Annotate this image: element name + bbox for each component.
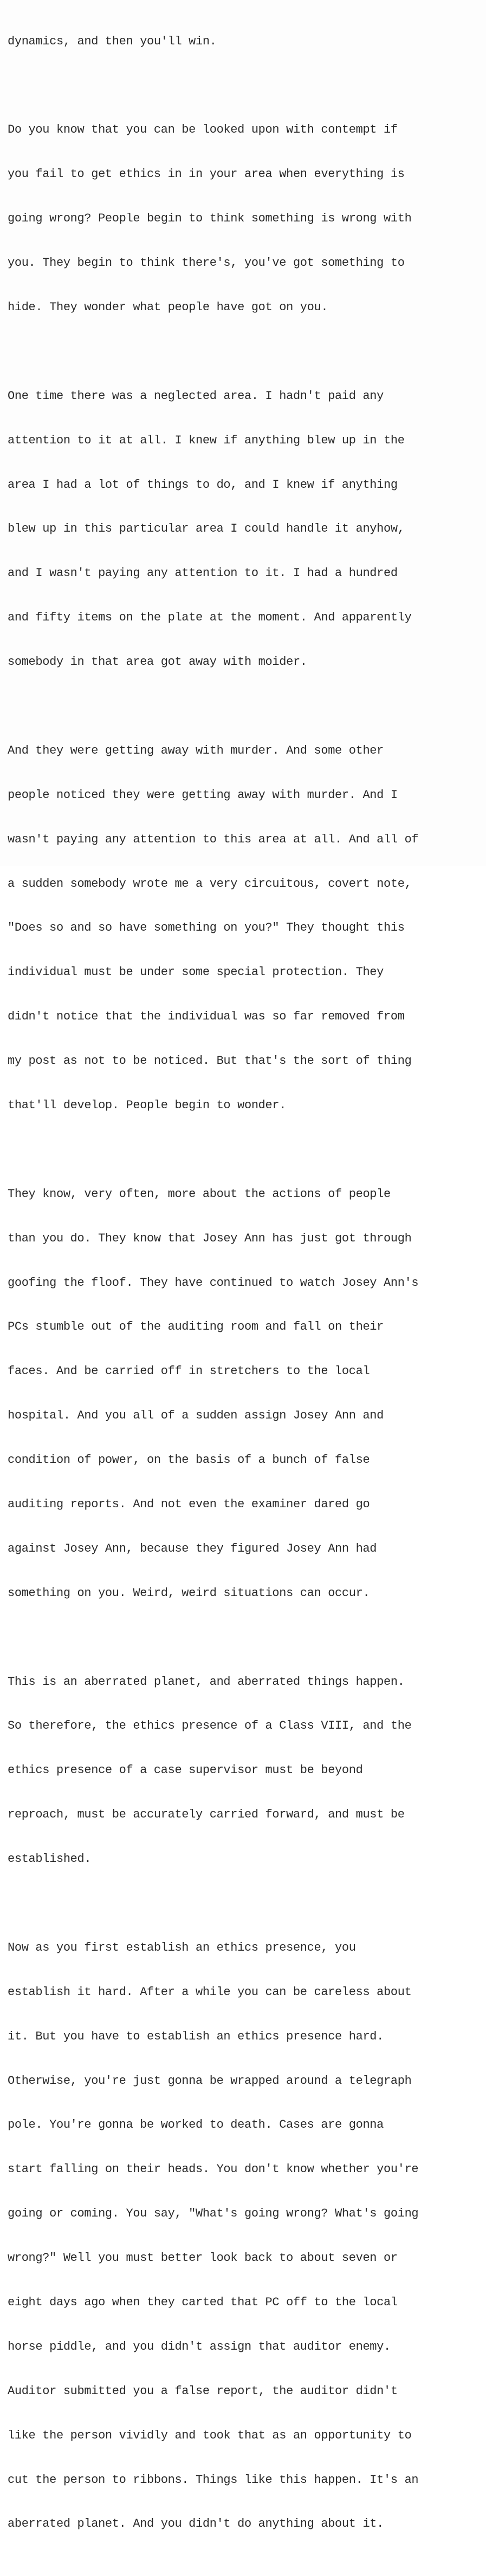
text-line: established. (8, 1852, 92, 1866)
text-line: people noticed they were getting away with murder. And I (8, 788, 398, 802)
paragraph-7 (8, 1911, 479, 2561)
text-line: condition of power, on the basis of a bunch of false (8, 1453, 370, 1467)
paragraph-5 (8, 1157, 479, 1630)
text-line: my post as not to be noticed. But that's the sort of thing (8, 1054, 412, 1068)
text-line: ethics presence of a case supervisor must be beyond (8, 1763, 363, 1777)
text-line: attention to it at all. I knew if anything blew up in the (8, 433, 405, 447)
text-line: somebody in that area got away with moider. (8, 655, 307, 669)
text-line: wasn't paying any attention to this area at all. And all of (8, 832, 419, 846)
text-line: like the person vividly and took that as an opportunity to (8, 2428, 412, 2442)
text-line: They know, very often, more about the actions of people (8, 1187, 391, 1201)
text-line: start falling on their heads. You don't know whether you're (8, 2162, 419, 2176)
text-line: So therefore, the ethics presence of a Class VIII, and the (8, 1719, 412, 1733)
text-line: reproach, must be accurately carried forward, and must be (8, 1808, 405, 1822)
text-line: Now as you first establish an ethics presence, you (8, 1940, 356, 1954)
text-line: against Josey Ann, because they figured Josey Ann had (8, 1541, 377, 1555)
text-line: "Does so and so have something on you?" They thought this (8, 921, 405, 935)
text-line: Do you know that you can be looked upon with contempt if (8, 123, 398, 137)
text-line: blew up in this particular area I could handle it anyhow, (8, 522, 405, 536)
text-line: horse piddle, and you didn't assign that auditor enemy. (8, 2339, 391, 2353)
text-line: Otherwise, you're just gonna be wrapped around a telegraph (8, 2074, 412, 2088)
text-line: going wrong? People begin to think something is wrong with (8, 212, 412, 226)
paragraph-3 (8, 359, 479, 699)
text-line: than you do. They know that Josey Ann has just got through (8, 1231, 412, 1245)
text-line: hospital. And you all of a sudden assign Josey Ann and (8, 1409, 384, 1423)
text-line: cut the person to ribbons. Things like this happen. It's an (8, 2473, 419, 2487)
text-line: aberrated planet. And you didn't do anything about it. (8, 2517, 384, 2531)
text-line: goofing the floof. They have continued to watch Josey Ann's (8, 1276, 419, 1290)
text-line: and I wasn't paying any attention to it. I had a hundred (8, 566, 398, 580)
text-line: didn't notice that the individual was so far removed from (8, 1010, 405, 1024)
paragraph-6 (8, 1645, 479, 1896)
text-line: it. But you have to establish an ethics presence hard. (8, 2029, 384, 2043)
text-line: area I had a lot of things to do, and I knew if anything (8, 478, 398, 492)
text-line: One time there was a neglected area. I hadn't paid any (8, 389, 384, 403)
text-line: going or coming. You say, "What's going wrong? What's going (8, 2207, 419, 2221)
text-line: wrong?" Well you must better look back to about seven or (8, 2251, 398, 2265)
text-line: establish it hard. After a while you can be careless about (8, 1985, 412, 1999)
text-line: eight days ago when they carted that PC off to the local (8, 2296, 398, 2310)
text-line: PCs stumble out of the auditing room and fall on their (8, 1320, 384, 1334)
paragraph-2 (8, 93, 479, 344)
text-line: you fail to get ethics in in your area when everything is (8, 167, 405, 181)
text-line: faces. And be carried off in stretchers to the local (8, 1364, 370, 1378)
text-line: pole. You're gonna be worked to death. Cases are gonna (8, 2118, 384, 2132)
paragraph-1 (8, 4, 479, 78)
text-line: something on you. Weird, weird situations can occur. (8, 1586, 370, 1600)
text-line: and fifty items on the plate at the moment. And apparently (8, 611, 412, 625)
text-line: hide. They wonder what people have got on you. (8, 300, 328, 314)
text-line: This is an aberrated planet, and aberrated things happen. (8, 1675, 405, 1689)
paragraph-4 (8, 714, 479, 1142)
text-line: Auditor submitted you a false report, the auditor didn't (8, 2384, 398, 2398)
text-line: And they were getting away with murder. And some other (8, 743, 384, 757)
text-line: a sudden somebody wrote me a very circuitous, covert note, (8, 877, 412, 891)
text-line: that'll develop. People begin to wonder. (8, 1098, 287, 1112)
text-line: dynamics, and then you'll win. (8, 34, 217, 48)
text-line: auditing reports. And not even the examiner dared go (8, 1497, 370, 1511)
text-line: individual must be under some special protection. They (8, 965, 384, 979)
text-line: you. They begin to think there's, you've got something to (8, 256, 405, 270)
transcript-text (8, 4, 479, 2576)
